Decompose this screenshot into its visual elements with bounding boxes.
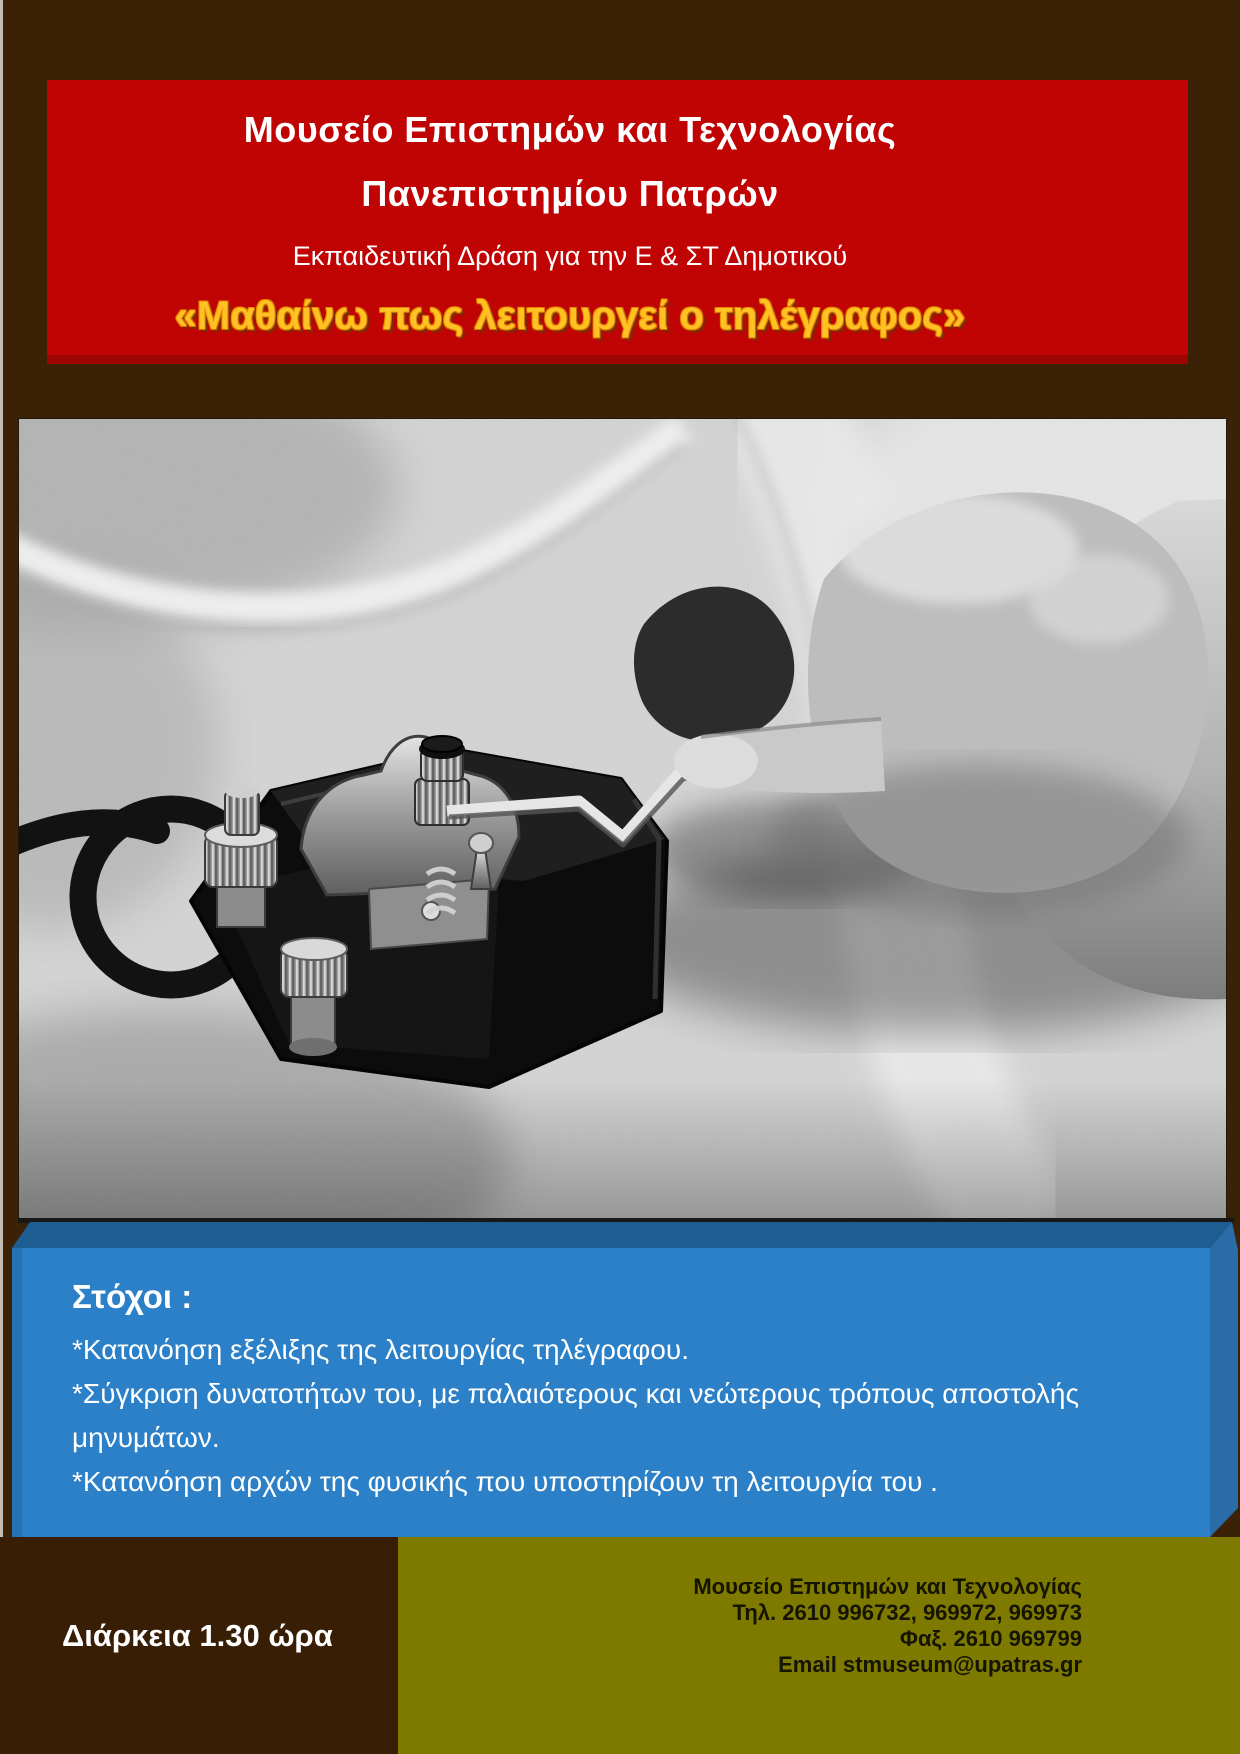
objectives-section xyxy=(72,1276,1118,1504)
telegraph-photo-illustration xyxy=(19,419,1226,1218)
telegraph-photo xyxy=(19,419,1226,1218)
museum-name-line2: Πανεπιστημίου Πατρών xyxy=(361,173,779,214)
header-red-banner xyxy=(47,80,1188,364)
objective-item: *Σύγκριση δυνατοτήτων του, με παλαιότερους και νεώτερους τρόπους αποστολής μηνυμάτων. xyxy=(72,1378,1079,1453)
duration-text: Διάρκεια 1.30 ώρα xyxy=(62,1618,333,1653)
contact-museum-name: Μουσείο Επιστημών και Τεχνολογίας xyxy=(693,1574,1082,1599)
contact-fax: Φαξ. 2610 969799 xyxy=(899,1626,1082,1651)
contact-info xyxy=(462,1574,1082,1678)
page-left-edge-artifact xyxy=(0,0,3,1620)
program-subtitle: Εκπαιδευτική Δράση για την Ε & ΣΤ Δημοτικού xyxy=(292,241,848,271)
contact-email: Email stmuseum@upatras.gr xyxy=(778,1652,1082,1677)
contact-phone: Τηλ. 2610 996732, 969972, 969973 xyxy=(732,1600,1082,1625)
program-title: «Μαθαίνω πως λειτουργεί ο τηλέγραφος» xyxy=(174,294,966,338)
objective-item: *Κατανόηση εξέλιξης της λειτουργίας τηλέγραφου. xyxy=(72,1334,689,1365)
museum-name-line1: Μουσείο Επιστημών και Τεχνολογίας xyxy=(243,109,897,150)
objectives-heading: Στόχοι : xyxy=(72,1278,193,1315)
objective-item: *Κατανόηση αρχών της φυσικής που υποστηρίζουν τη λειτουργία του . xyxy=(72,1466,938,1497)
